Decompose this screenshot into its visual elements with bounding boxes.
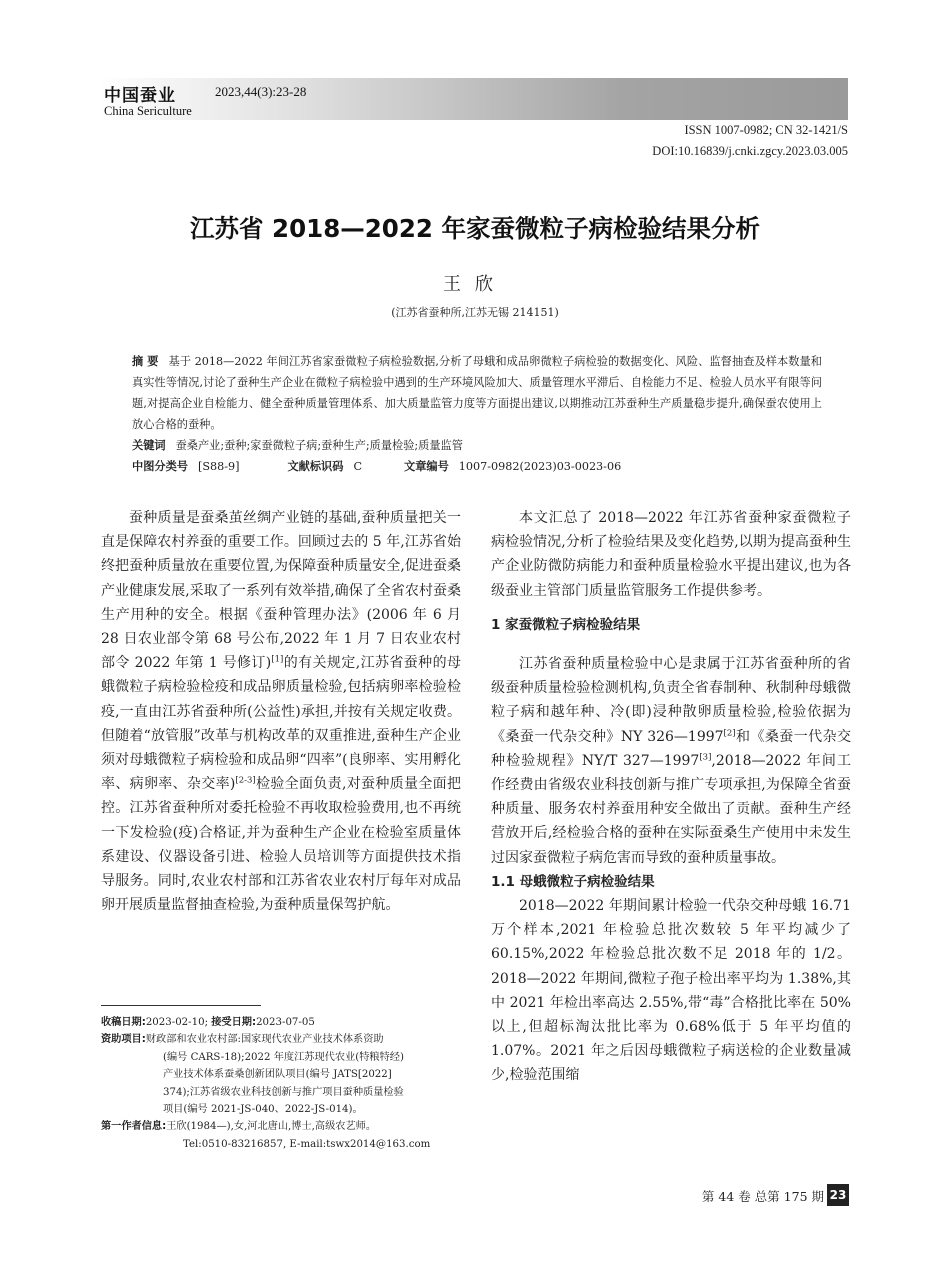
citation-ref[interactable]: [2] <box>723 727 736 738</box>
body-column-left <box>101 506 461 917</box>
body-text: 蚕种质量是蚕桑茧丝绸产业链的基础,蚕种质量把关一直是保障农村养蚕的重要工作。回顾过去的 5 年,江苏省始终把蚕种质量放在重要位置,为保障蚕种质量安全,促进蚕桑产业健康发展,采取了一系列有效举措,确保了全省农村蚕桑生产用种的安全。根据《蚕种管理办法》(2006 年 6 月 28 日农业部令第 68 号公布,2022 年 1 月 7 日农业农村部令 2022 年第 1 号修订) <box>101 510 461 672</box>
keywords-line <box>132 435 822 456</box>
abstract-label: 摘 要 <box>132 355 159 368</box>
accepted-label: 接受日期: <box>211 1017 257 1028</box>
body-paragraph <box>491 652 851 870</box>
accepted-date: 2023-07-05 <box>256 1017 315 1028</box>
body-text: 江苏省蚕种质量检验中心是隶属于江苏省蚕种所的省级蚕种质量检验检测机构,负责全省春制种、秋制种母蛾微粒子病和越年种、冷(即)浸种散卵质量检验,检验依据为《桑蚕一代杂交种》NY 326—1997 <box>491 656 851 745</box>
funding-line: (编号 CARS-18);2022 年度江苏现代农业(特粮特经) <box>163 1051 404 1063</box>
citation-ref[interactable]: [1] <box>271 654 284 665</box>
dates-line <box>101 1014 463 1031</box>
article-no-label: 文章编号 <box>404 460 449 473</box>
citation-ref[interactable]: [3] <box>699 752 712 763</box>
page-number: 23 <box>827 1184 849 1206</box>
received-date: 2023-02-10; <box>145 1017 208 1028</box>
body-paragraph <box>101 506 461 917</box>
doc-code-value: C <box>353 460 362 473</box>
body-text: 检验全面负责,对蚕种质量全面把控。江苏省蚕种所对委托检验不再收取检验费用,也不再统一下发检验(疫)合格证,并为蚕种生产企业在检验室质量体系建设、仪器设备引进、检验人员培训等方面提供技术指导服务。同时,农业农村部和江苏省农业农村厅每年对成品卵开展质量监督抽查检验,为蚕种质量保驾护航。 <box>101 776 461 914</box>
keywords-label: 关键词 <box>132 439 166 452</box>
issue-info: 第 44 卷 总第 175 期 <box>701 1189 824 1204</box>
doi[interactable]: DOI:10.16839/j.cnki.zgcy.2023.03.005 <box>652 144 848 158</box>
author-contact-line: Tel:0510-83216857, E-mail:tswx2014@163.com <box>183 1138 431 1150</box>
author-affiliation: (江苏省蚕种所,江苏无锡 214151) <box>391 306 559 319</box>
author-info-text: 王欣(1984—),女,河北唐山,博士,高级农艺师。 <box>166 1121 377 1133</box>
received-label: 收稿日期: <box>101 1017 146 1028</box>
body-text: 和《桑蚕一代杂交种检验规程》NY/T 327—1997 <box>491 728 851 769</box>
body-column-right <box>491 506 851 1088</box>
funding-line <box>101 1031 463 1048</box>
clc-label: 中图分类号 <box>132 460 188 473</box>
body-paragraph: 本文汇总了 2018—2022 年江苏省蚕种家蚕微粒子病检验情况,分析了检验结果及变化趋势,以期为提高蚕种生产企业防微防病能力和蚕种质量检验水平提出建议,也为各级蚕业主管部门质量监管服务工作提供参考。 <box>491 510 851 599</box>
journal-volume-pages: 2023,44(3):23-28 <box>215 84 307 99</box>
article-no-value: 1007-0982(2023)03-0023-06 <box>458 460 622 473</box>
body-text: ,2018—2022 年间工作经费由省级农业科技创新与推广专项承担,为保障全省蚕种质量、服务农村养蚕用种安全做出了贡献。蚕种生产经营放开后,经检验合格的蚕种在实际蚕桑生产使用中未发生过因家蚕微粒子病危害而导致的蚕种质量事故。 <box>491 752 851 866</box>
section-heading: 1 家蚕微粒子病检验结果 <box>491 616 641 633</box>
issn-cn-number: ISSN 1007-0982; CN 32-1421/S <box>684 123 848 137</box>
funding-text: 财政部和农业农村部:国家现代农业产业技术体系资助 <box>145 1034 384 1046</box>
clc-value: [S88-9] <box>197 460 240 473</box>
abstract-paragraph <box>132 351 822 435</box>
funding-line: 项目(编号 2021-JS-040、2022-JS-014)。 <box>163 1104 363 1116</box>
journal-name-en: China Sericulture <box>104 104 192 118</box>
funding-line: 374);江苏省级农业科技创新与推广项目蚕种质量检验 <box>163 1086 404 1098</box>
body-text: 的有关规定,江苏省蚕种的母蛾微粒子病检验检疫和成品卵质量检验,包括病卵率检验检疫,一直由江苏省蚕种所(公益性)承担,并按有关规定收费。但随着“放管服”改革与机构改革的双重推进,蚕种生产企业须对母蛾微粒子病检验和成品卵“四率”(良卵率、实用孵化率、病卵率、杂交率) <box>101 655 461 793</box>
author-info-line <box>101 1118 463 1135</box>
keywords-text: 蚕桑产业;蚕种;家蚕微粒子病;蚕种生产;质量检验;质量监管 <box>175 439 463 452</box>
journal-name-cn: 中国蚕业 <box>104 86 176 106</box>
funding-line: 产业技术体系蚕桑创新团队项目(编号 JATS[2022] <box>163 1069 392 1081</box>
abstract-text: 基于 2018—2022 年间江苏省家蚕微粒子病检验数据,分析了母蛾和成品卵微粒子病检验的数据变化、风险、监督抽查及样本数量和真实性等情况,讨论了蚕种生产企业在微粒子病检验中遇到的生产环境风险加大、质量管理水平滞后、自检能力不足、检验人员水平有限等问题,对提高企业自检能力、健全蚕种质量管理体系、加大质量监管力度等方面提出建议,以期推动江苏蚕种生产质量稳步提升,确保蚕农使用上放心合格的蚕种。 <box>132 355 822 431</box>
article-title: 江苏省 2018—2022 年家蚕微粒子病检验结果分析 <box>190 214 760 243</box>
author-info-label: 第一作者信息: <box>101 1121 167 1133</box>
journal-header-banner <box>100 78 848 120</box>
subsection-heading: 1.1 母蛾微粒子病检验结果 <box>491 873 655 890</box>
body-paragraph: 2018—2022 年期间累计检验一代杂交种母蛾 16.71 万个样本,2021 年检验总批次数较 5 年平均减少了 60.15%,2022 年检验总批次数不足 2018 年的 1/2。2018—2022 年期间,微粒子孢子检出率平均为 1.38%,其中 2021 年检出率高达 2.55%,带“毒”合格批比率在 50%以上,但超标淘汰批比率为 0.68%低于 5 年平均值的 1.07%。2021 年之后因母蛾微粒子病送检的企业数量减少,检验范围缩 <box>491 898 851 1084</box>
citation-ref[interactable]: [2-3] <box>235 775 256 786</box>
abstract-block <box>132 351 822 477</box>
article-author: 王欣 <box>443 274 507 295</box>
footnotes <box>101 1014 463 1153</box>
footnote-divider <box>101 1005 261 1006</box>
classification-line <box>132 456 822 477</box>
funding-label: 资助项目: <box>101 1034 146 1046</box>
doc-code-label: 文献标识码 <box>287 460 344 473</box>
